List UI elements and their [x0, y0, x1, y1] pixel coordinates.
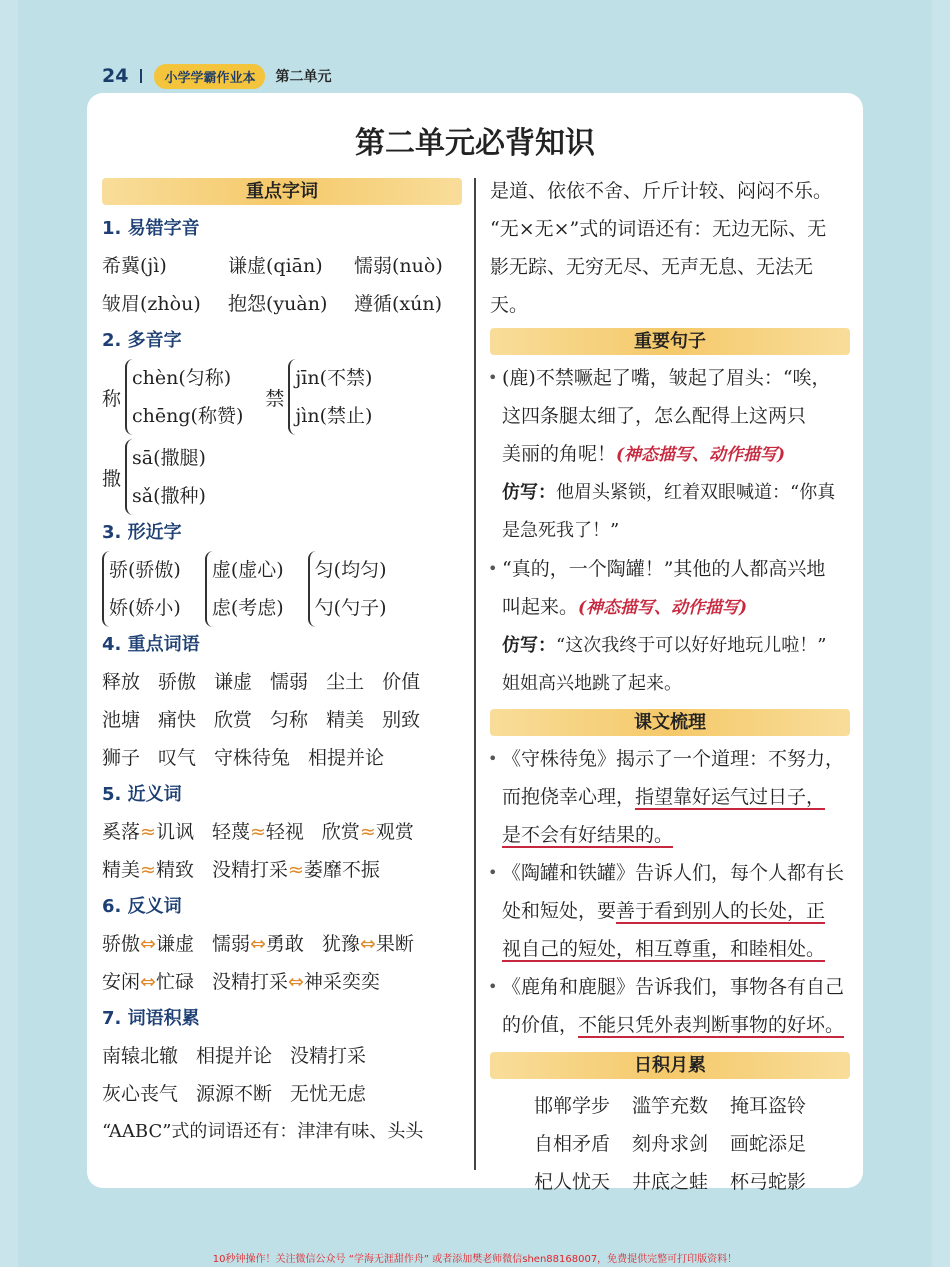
- underlined-text: 善于看到别人的长处，正: [616, 900, 826, 922]
- book-badge: 小学学霸作业本: [154, 64, 265, 89]
- similar-word: 骄(骄傲): [109, 559, 181, 581]
- section-band-sentences: 重要句子: [490, 328, 850, 355]
- summary-line: • 《鹿角和鹿腿》告诉我们，事物各有自己: [490, 968, 850, 1006]
- text-line: “无×无×”式的词语还有：无边无际、无: [490, 218, 827, 240]
- sentence-line: • “真的，一个陶罐！”其他的人都高兴地: [490, 550, 850, 588]
- annotation-tag: (神态描写、动作描写): [578, 598, 748, 618]
- word-item: 匀称: [270, 709, 309, 731]
- word-item: 勇敢: [265, 933, 304, 955]
- polyphone-item: [102, 359, 243, 435]
- word-row: [102, 247, 462, 285]
- heading-vocab-accumulation: 7. 词语积累: [102, 1008, 200, 1029]
- word-item: 观赏: [375, 821, 414, 843]
- word-item: 相提并论: [196, 1045, 273, 1067]
- word-item: 萎靡不振: [303, 859, 380, 881]
- section-band-text-summary: 课文梳理: [490, 709, 850, 736]
- polyphone-char: 禁: [265, 387, 285, 410]
- word-item: 池塘: [102, 709, 141, 731]
- sentence-text: 美丽的角呢！: [502, 443, 617, 465]
- polyphone-reading: chēng(称赞): [132, 405, 244, 427]
- word-item: 犹豫: [321, 933, 360, 955]
- column-divider: [474, 178, 476, 1170]
- word-item: 释放: [102, 671, 141, 693]
- word-item: 没精打采: [211, 859, 288, 881]
- summary-text: 处和短处，要: [502, 900, 617, 922]
- word-item: 守株待兔: [214, 747, 291, 769]
- similar-word: 虚(虚心): [211, 559, 284, 581]
- brace: [125, 359, 243, 435]
- idiom-row: [490, 1163, 850, 1201]
- annotation-tag: (神态描写、动作描写): [616, 445, 786, 465]
- synonym-row: [102, 813, 462, 851]
- heading-synonyms: 5. 近义词: [102, 784, 182, 805]
- similar-group: [102, 551, 462, 627]
- word-item: 骄傲: [102, 933, 141, 955]
- right-column: [490, 172, 850, 1201]
- header-divider: [140, 69, 142, 83]
- word-item: 希冀(jì): [102, 255, 167, 277]
- polyphone-reading: sā(撒腿): [132, 447, 206, 469]
- sentence-line: [490, 588, 850, 627]
- polyphone-item: [265, 359, 372, 435]
- word-item: 欣赏: [214, 709, 253, 731]
- approx-sign: ≈: [359, 821, 376, 843]
- underlined-text: 是不会有好结果的。: [502, 824, 674, 846]
- summary-line: [490, 892, 850, 930]
- imitation-text: “这次我终于可以好好地玩儿啦！”: [556, 635, 827, 656]
- word-item: 遵循(xún): [354, 293, 443, 315]
- word-item: 价值: [382, 671, 421, 693]
- word-item: 轻蔑: [211, 821, 250, 843]
- word-item: 抱怨(yuàn): [228, 293, 328, 315]
- antonym-sign: ⇔: [249, 933, 266, 955]
- word-row: [102, 663, 462, 701]
- idiom: 自相矛盾: [533, 1133, 610, 1155]
- polyphone-reading: chèn(匀称): [132, 367, 232, 389]
- heading-similar-chars: 3. 形近字: [102, 522, 182, 543]
- polyphone-reading: jìn(禁止): [295, 405, 373, 427]
- heading-antonyms: 6. 反义词: [102, 896, 182, 917]
- polyphone-item: [102, 439, 462, 515]
- word-item: 灰心丧气: [102, 1083, 179, 1105]
- word-item: 尘土: [326, 671, 365, 693]
- word-item: 谦虚: [214, 671, 253, 693]
- idiom: 杯弓蛇影: [730, 1171, 807, 1193]
- word-item: 骄傲: [158, 671, 197, 693]
- word-row: [102, 285, 462, 323]
- summary-line: [490, 816, 850, 854]
- word-item: 狮子: [102, 747, 141, 769]
- idiom: 井底之蛙: [631, 1171, 708, 1193]
- word-item: 相提并论: [308, 747, 385, 769]
- underlined-text: 视自己的短处，相互尊重，和睦相处。: [502, 938, 826, 960]
- similar-item: [205, 551, 284, 627]
- antonym-sign: ⇔: [140, 971, 156, 993]
- approx-sign: ≈: [287, 859, 304, 881]
- underlined-text: 指望靠好运气过日子，: [635, 786, 826, 808]
- footer-notice: 10秒钟操作！关注微信公众号 “学海无涯甜作舟” 或者添加樊老师微信shen88168007，免费提供完整可打印版资料！: [212, 1254, 738, 1265]
- idiom: 杞人忧天: [533, 1171, 610, 1193]
- imitation-label: 仿写：: [502, 482, 556, 503]
- similar-word: 勺(勺子): [314, 597, 387, 619]
- word-item: 南辕北辙: [102, 1045, 179, 1067]
- word-item: 神采奕奕: [303, 971, 380, 993]
- polyphone-group: [102, 359, 462, 435]
- text-line: 影无踪、无穷无尽、无声无息、无法无天。: [490, 256, 814, 316]
- idiom-row: [490, 1125, 850, 1163]
- imitation-text: 他眉头紧锁，红着双眼喊道：“你真: [556, 482, 836, 503]
- polyphone-reading: sǎ(撒种): [132, 485, 206, 507]
- word-item: 无忧无虑: [290, 1083, 367, 1105]
- summary-line: [490, 930, 850, 968]
- imitation-line: [490, 474, 850, 512]
- word-item: 轻视: [265, 821, 304, 843]
- antonym-sign: ⇔: [140, 933, 156, 955]
- idiom: 滥竽充数: [631, 1095, 708, 1117]
- underlined-text: 不能只凭外表判断事物的好坏。: [578, 1014, 845, 1036]
- summary-text: 而抱侥幸心理，: [502, 786, 636, 808]
- page-title: 第二单元必背知识: [355, 126, 595, 161]
- left-column: [102, 178, 462, 1151]
- idiom: 邯郸学步: [533, 1095, 610, 1117]
- similar-item: [102, 551, 181, 627]
- page-header: [102, 62, 331, 90]
- word-item: 谦虚: [155, 933, 194, 955]
- summary-line: [490, 778, 850, 816]
- approx-sign: ≈: [249, 821, 266, 843]
- word-item: 果断: [375, 933, 414, 955]
- similar-word: 娇(娇小): [109, 597, 181, 619]
- brace: [125, 439, 206, 515]
- idiom: 画蛇添足: [730, 1133, 807, 1155]
- approx-sign: ≈: [140, 821, 156, 843]
- idiom: 掩耳盗铃: [730, 1095, 807, 1117]
- sentence-text: 叫起来。: [502, 596, 579, 618]
- sentence-line: [490, 435, 850, 474]
- approx-sign: ≈: [140, 859, 156, 881]
- antonym-row: [102, 963, 462, 1001]
- word-item: 奚落: [102, 821, 141, 843]
- word-item: 懦弱: [211, 933, 250, 955]
- idiom-row: [490, 1087, 850, 1125]
- word-item: 欣赏: [321, 821, 360, 843]
- word-item: 精美: [326, 709, 365, 731]
- word-item: 痛快: [158, 709, 197, 731]
- sentence-line: • (鹿)不禁噘起了嘴，皱起了眉头：“唉，: [490, 359, 850, 397]
- antonym-row: [102, 925, 462, 963]
- word-item: 别致: [382, 709, 421, 731]
- antonym-sign: ⇔: [359, 933, 376, 955]
- word-item: 懦弱(nuò): [354, 255, 443, 277]
- polyphone-char: 称: [102, 387, 122, 410]
- word-item: 讥讽: [155, 821, 194, 843]
- page-number: 24: [102, 65, 129, 87]
- section-band-daily-accumulation: 日积月累: [490, 1052, 850, 1079]
- antonym-sign: ⇔: [287, 971, 304, 993]
- similar-item: [308, 551, 387, 627]
- word-item: 源源不断: [196, 1083, 273, 1105]
- word-item: 懦弱: [270, 671, 309, 693]
- polyphone-char: 撒: [102, 467, 122, 490]
- word-item: 皱眉(zhòu): [102, 293, 201, 315]
- sentence-line: 这四条腿太细了，怎么配得上这两只: [502, 405, 807, 427]
- word-row: [102, 739, 462, 777]
- word-item: 叹气: [158, 747, 197, 769]
- word-item: 安闲: [102, 971, 141, 993]
- unit-label: 第二单元: [275, 69, 332, 85]
- similar-word: 匀(均匀): [314, 559, 387, 581]
- similar-word: 虑(考虑): [211, 597, 284, 619]
- synonym-row: [102, 851, 462, 889]
- section-band-key-words: 重点字词: [102, 178, 462, 205]
- summary-line: • 《守株待兔》揭示了一个道理：不努力，: [490, 740, 850, 778]
- polyphone-reading: jīn(不禁): [295, 367, 373, 389]
- imitation-line: [490, 627, 850, 665]
- word-row: [102, 1037, 462, 1075]
- word-row: [102, 701, 462, 739]
- word-item: 忙碌: [155, 971, 194, 993]
- brace: [288, 359, 372, 435]
- word-row: [102, 1075, 462, 1113]
- idiom: 刻舟求剑: [631, 1133, 708, 1155]
- word-item: 精致: [155, 859, 194, 881]
- heading-pronunciation: 1. 易错字音: [102, 218, 200, 239]
- text-line: “AABC”式的词语还有：津津有味、头头: [102, 1121, 424, 1142]
- imitation-line: 姐姐高兴地跳了起来。: [502, 673, 682, 694]
- word-item: 没精打采: [290, 1045, 367, 1067]
- heading-key-phrases: 4. 重点词语: [102, 634, 200, 655]
- text-line: 是道、依依不舍、斤斤计较、闷闷不乐。: [490, 180, 833, 202]
- heading-polyphone: 2. 多音字: [102, 330, 182, 351]
- word-item: 没精打采: [211, 971, 288, 993]
- imitation-label: 仿写：: [502, 635, 556, 656]
- summary-text: 的价值，: [502, 1014, 579, 1036]
- word-item: 谦虚(qiān): [228, 255, 323, 277]
- word-item: 精美: [102, 859, 141, 881]
- summary-line: • 《陶罐和铁罐》告诉人们，每个人都有长: [490, 854, 850, 892]
- imitation-line: 是急死我了！”: [502, 520, 620, 541]
- summary-line: [490, 1006, 850, 1044]
